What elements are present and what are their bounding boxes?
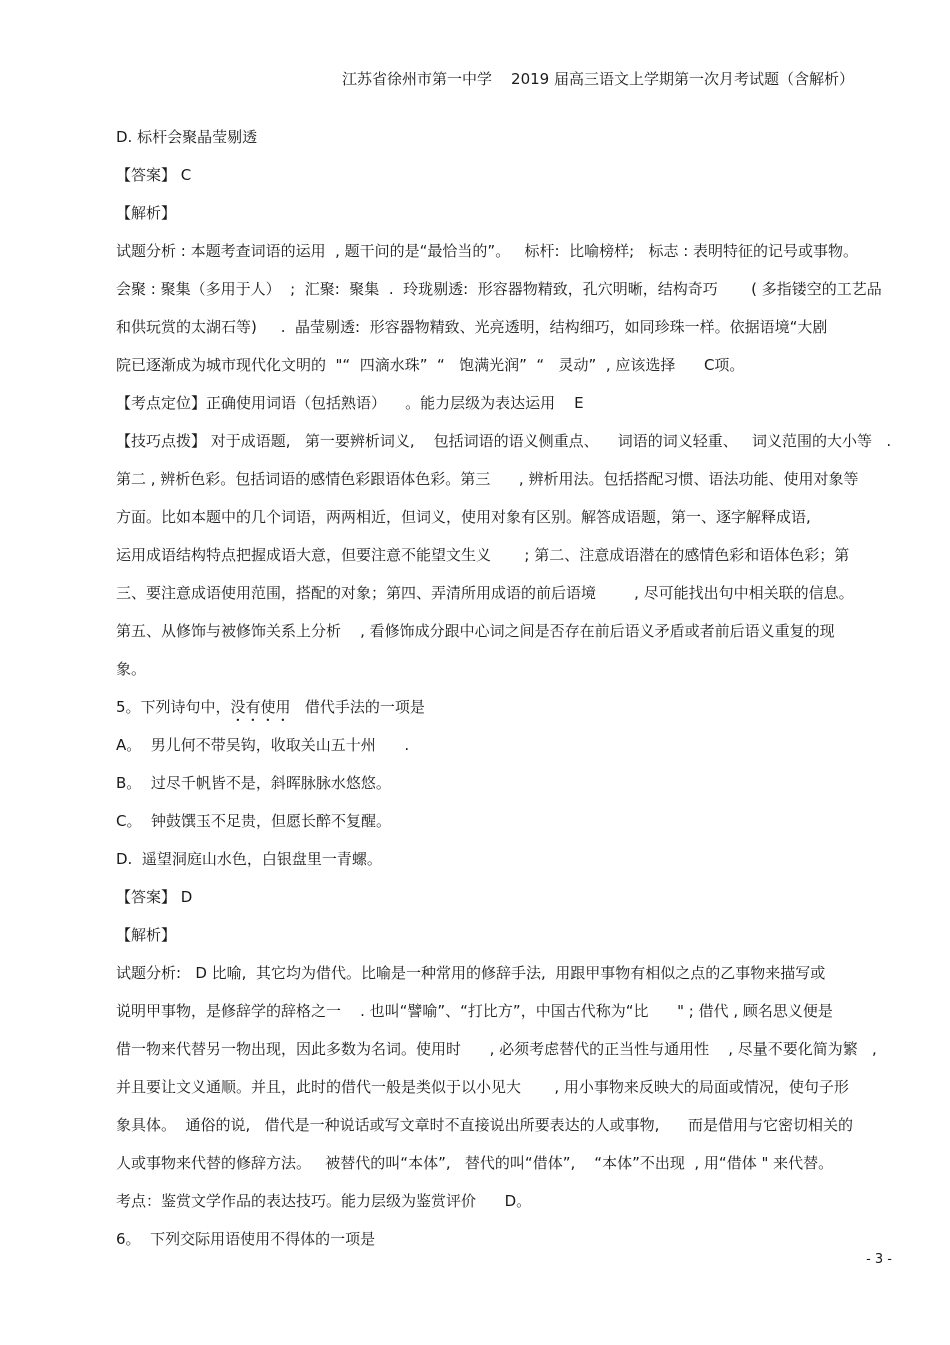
question-5-rest: 借代手法的一项是 bbox=[290, 698, 425, 716]
question-6-stem: 6。 下列交际用语使用不得体的一项是 bbox=[116, 1230, 376, 1248]
option-d: D. 遥望洞庭山水色，白银盘里一青螺。 bbox=[116, 850, 382, 868]
analysis-line: 说明甲事物，是修辞学的辞格之一 . 也叫“譬喻”、“打比方”，中国古代称为“比 " ; 借代 , 顾名思义便是 bbox=[116, 1002, 833, 1020]
analysis-label: 【解析】 bbox=[116, 926, 177, 944]
analysis-line: 试题分析: D 比喻, 其它均为借代。比喻是一种常用的修辞手法, 用跟甲事物有相似之点的乙事物来描写或 bbox=[116, 964, 826, 982]
question-5-stem bbox=[116, 688, 906, 726]
technique-line: 运用成语结构特点把握成语大意，但要注意不能望文生义 ; 第二、注意成语潜在的感情色彩和语体色彩；第 bbox=[116, 546, 850, 564]
technique-line: 象。 bbox=[116, 660, 147, 678]
option-a: A。 男儿何不带吴钩，收取关山五十州 . bbox=[116, 736, 410, 754]
analysis-line: 和供玩赏的太湖石等) . 晶莹剔透: 形容器物精致、光亮透明，结构细巧，如同珍珠一样。依据语境“大剧 bbox=[116, 318, 828, 336]
technique-line: 【技巧点拨】 对于成语题, 第一要辨析词义, 包括词语的语义侧重点、 词语的词义轻重、 词义范围的大小等 . bbox=[116, 432, 892, 450]
document-header: 江苏省徐州市第一中学 2019 届高三语文上学期第一次月考试题（含解析） bbox=[341, 70, 854, 88]
analysis-line: 试题分析 : 本题考查词语的运用 , 题干问的是“最恰当的”。 标杆: 比喻榜样; 标志 : 表明特征的记号或事物。 bbox=[116, 242, 859, 260]
answer-label: 【答案】 C bbox=[116, 166, 192, 184]
question-5-emphasis: 没有使用 bbox=[230, 698, 291, 716]
analysis-line: 院已逐渐成为城市现代化文明的 "“ 四滴水珠” “ 饱满光润” “ 灵动” , 应该选择 C项。 bbox=[116, 356, 745, 374]
option-b: B。 过尽千帆皆不是，斜晖脉脉水悠悠。 bbox=[116, 774, 391, 792]
technique-line: 第五、从修饰与被修饰关系上分析 , 看修饰成分跟中心词之间是否存在前后语义矛盾或者前后语义重复的现 bbox=[116, 622, 835, 640]
analysis-line: 人或事物来代替的修辞方法。 被替代的叫“本体”, 替代的叫“借体”, “本体”不出现 , 用“借体 " 来代替。 bbox=[116, 1154, 834, 1172]
page-number: - 3 - bbox=[866, 1252, 892, 1267]
document-body bbox=[116, 118, 906, 1258]
answer-label: 【答案】 D bbox=[116, 888, 193, 906]
analysis-label: 【解析】 bbox=[116, 204, 177, 222]
analysis-line: 并且要让文义通顺。并且，此时的借代一般是类似于以小见大 , 用小事物来反映大的局面或情况，使句子形 bbox=[116, 1078, 849, 1096]
technique-line: 第二 , 辨析色彩。包括词语的感情色彩跟语体色彩。第三 , 辨析用法。包括搭配习惯、语法功能、使用对象等 bbox=[116, 470, 859, 488]
analysis-line: 会聚 : 聚集（多用于人） ; 汇聚: 聚集 . 玲珑剔透: 形容器物精致，孔穴明晰，结构奇巧 ( 多指镂空的工艺品 bbox=[116, 280, 882, 298]
analysis-line: 借一物来代替另一物出现，因此多数为名词。使用时 , 必须考虑替代的正当性与通用性 , 尽量不要化简为繁 , bbox=[116, 1040, 877, 1058]
analysis-line: 象具体。 通俗的说, 借代是一种说话或写文章时不直接说出所要表达的人或事物, 而是借用与它密切相关的 bbox=[116, 1116, 853, 1134]
key-point-line: 【考点定位】正确使用词语（包括熟语） 。能力层级为表达运用 E bbox=[116, 394, 584, 412]
technique-line: 方面。比如本题中的几个词语，两两相近，但词义，使用对象有区别。解答成语题，第一、逐字解释成语, bbox=[116, 508, 811, 526]
technique-line: 三、要注意成语使用范围，搭配的对象；第四、弄清所用成语的前后语境 , 尽可能找出句中相关联的信息。 bbox=[116, 584, 854, 602]
question-5-prefix: 5。下列诗句中， bbox=[116, 698, 231, 716]
option-d-text: D. 标杆会聚晶莹剔透 bbox=[116, 128, 258, 146]
option-c: C。 钟鼓馔玉不足贵，但愿长醉不复醒。 bbox=[116, 812, 392, 830]
exam-point-line: 考点：鉴赏文学作品的表达技巧。能力层级为鉴赏评价 D。 bbox=[116, 1192, 532, 1210]
